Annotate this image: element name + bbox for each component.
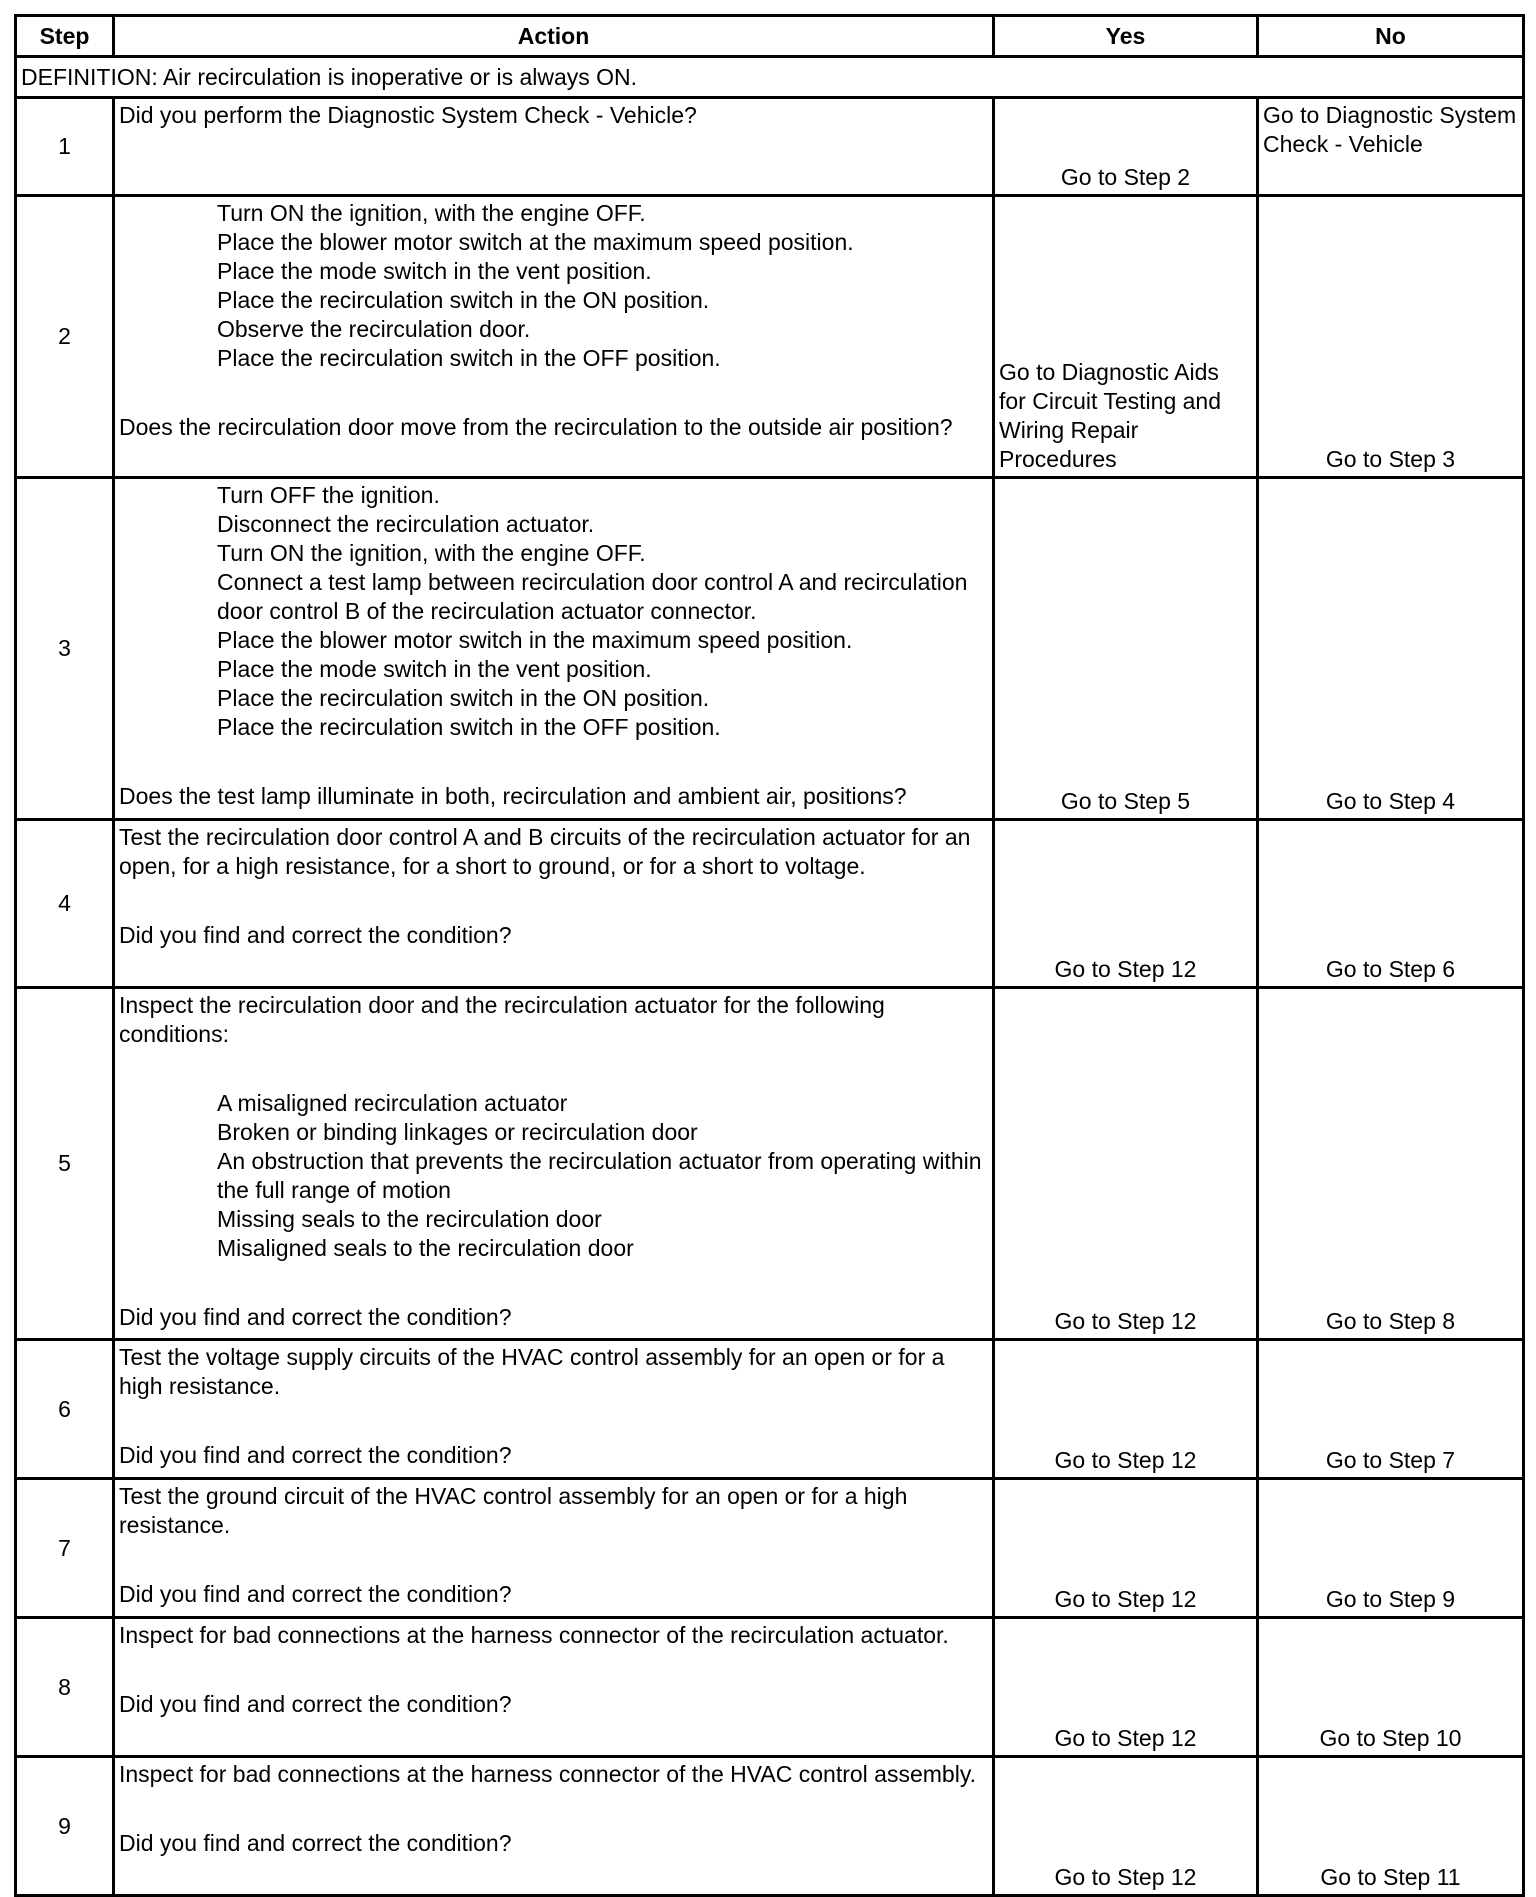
action-cell [114,988,994,1340]
action-intro: Inspect for bad connections at the harness connector of the recirculation actuator. [119,1622,949,1648]
action-cell [114,196,994,478]
yes-cell: Go to Diagnostic Aids for Circuit Testing and Wiring Repair Procedures [994,196,1258,478]
action-step: Turn ON the ignition, with the engine OFF. [217,200,646,226]
action-step: Turn OFF the ignition. [217,482,440,508]
action-step: Place the recirculation switch in the OFF position. [217,345,721,371]
action-step: Place the blower motor switch in the maximum speed position. [217,627,853,653]
action-cell [114,1479,994,1618]
no-cell: Go to Step 9 [1258,1479,1524,1618]
no-cell: Go to Step 11 [1258,1757,1524,1896]
yes-cell: Go to Step 5 [994,478,1258,820]
action-question: Did you find and correct the condition? [119,1581,512,1607]
action-step: Place the blower motor switch at the maximum speed position. [217,229,854,255]
table-row [16,820,1524,988]
header-action: Action [114,16,994,57]
step-number: 5 [16,988,114,1340]
no-cell: Go to Diagnostic System Check - Vehicle [1258,98,1524,196]
table-row [16,98,1524,196]
condition-item: Missing seals to the recirculation door [217,1206,602,1232]
action-intro: Test the recirculation door control A and B circuits of the recirculation actuator for an open, for a high resistance, for a short to ground, or for a short to voltage. [119,824,971,879]
table-row [16,1340,1524,1479]
condition-item: Broken or binding linkages or recirculation door [217,1119,698,1145]
action-question: Did you find and correct the condition? [119,1691,512,1717]
action-question: Does the recirculation door move from the recirculation to the outside air position? [119,414,953,440]
condition-item: An obstruction that prevents the recirculation actuator from operating within the full range of motion [217,1148,982,1203]
action-intro: Did you perform the Diagnostic System Check - Vehicle? [119,102,697,128]
diagnostic-table [14,14,1525,1897]
table-row [16,478,1524,820]
table-row [16,988,1524,1340]
definition-row [16,57,1524,98]
action-question: Does the test lamp illuminate in both, recirculation and ambient air, positions? [119,783,907,809]
header-no: No [1258,16,1524,57]
action-cell [114,1618,994,1757]
step-number: 4 [16,820,114,988]
table-row [16,196,1524,478]
condition-item: A misaligned recirculation actuator [217,1090,568,1116]
condition-item: Misaligned seals to the recirculation door [217,1235,634,1261]
action-steps [119,199,988,373]
yes-cell: Go to Step 12 [994,1618,1258,1757]
step-number: 2 [16,196,114,478]
step-number: 1 [16,98,114,196]
table-row [16,1479,1524,1618]
no-cell: Go to Step 7 [1258,1340,1524,1479]
action-intro: Test the ground circuit of the HVAC control assembly for an open or for a high resistance. [119,1483,908,1538]
action-step: Disconnect the recirculation actuator. [217,511,595,537]
step-number: 3 [16,478,114,820]
yes-cell: Go to Step 12 [994,1479,1258,1618]
action-cell [114,820,994,988]
action-intro: Inspect for bad connections at the harness connector of the HVAC control assembly. [119,1761,976,1787]
action-question: Did you find and correct the condition? [119,1830,512,1856]
table-row [16,1618,1524,1757]
action-step: Place the recirculation switch in the ON position. [217,685,710,711]
action-step: Turn ON the ignition, with the engine OFF. [217,540,646,566]
no-cell: Go to Step 10 [1258,1618,1524,1757]
header-yes: Yes [994,16,1258,57]
no-cell: Go to Step 6 [1258,820,1524,988]
action-cell [114,1757,994,1896]
table-row [16,1757,1524,1896]
action-cell [114,478,994,820]
action-step: Connect a test lamp between recirculation door control A and recirculation door control B of the recirculation actuator connector. [217,569,968,624]
action-intro: Inspect the recirculation door and the recirculation actuator for the following conditions: [119,992,885,1047]
action-cell [114,1340,994,1479]
yes-cell: Go to Step 12 [994,820,1258,988]
action-question: Did you find and correct the condition? [119,922,512,948]
yes-cell: Go to Step 12 [994,1757,1258,1896]
action-question: Did you find and correct the condition? [119,1442,512,1468]
definition-text: DEFINITION: Air recirculation is inoperative or is always ON. [16,57,1524,98]
action-step: Place the mode switch in the vent position. [217,656,652,682]
step-number: 6 [16,1340,114,1479]
action-step: Place the mode switch in the vent position. [217,258,652,284]
no-cell: Go to Step 8 [1258,988,1524,1340]
action-steps [119,481,988,742]
yes-cell: Go to Step 12 [994,988,1258,1340]
no-cell: Go to Step 3 [1258,196,1524,478]
action-step: Observe the recirculation door. [217,316,531,342]
action-step: Place the recirculation switch in the OFF position. [217,714,721,740]
header-step: Step [16,16,114,57]
header-row [16,16,1524,57]
yes-cell: Go to Step 2 [994,98,1258,196]
action-step: Place the recirculation switch in the ON position. [217,287,710,313]
step-number: 9 [16,1757,114,1896]
yes-cell: Go to Step 12 [994,1340,1258,1479]
no-cell: Go to Step 4 [1258,478,1524,820]
condition-list [119,1089,988,1263]
step-number: 8 [16,1618,114,1757]
action-intro: Test the voltage supply circuits of the HVAC control assembly for an open or for a high resistance. [119,1344,945,1399]
action-question: Did you find and correct the condition? [119,1304,512,1330]
action-cell [114,98,994,196]
step-number: 7 [16,1479,114,1618]
